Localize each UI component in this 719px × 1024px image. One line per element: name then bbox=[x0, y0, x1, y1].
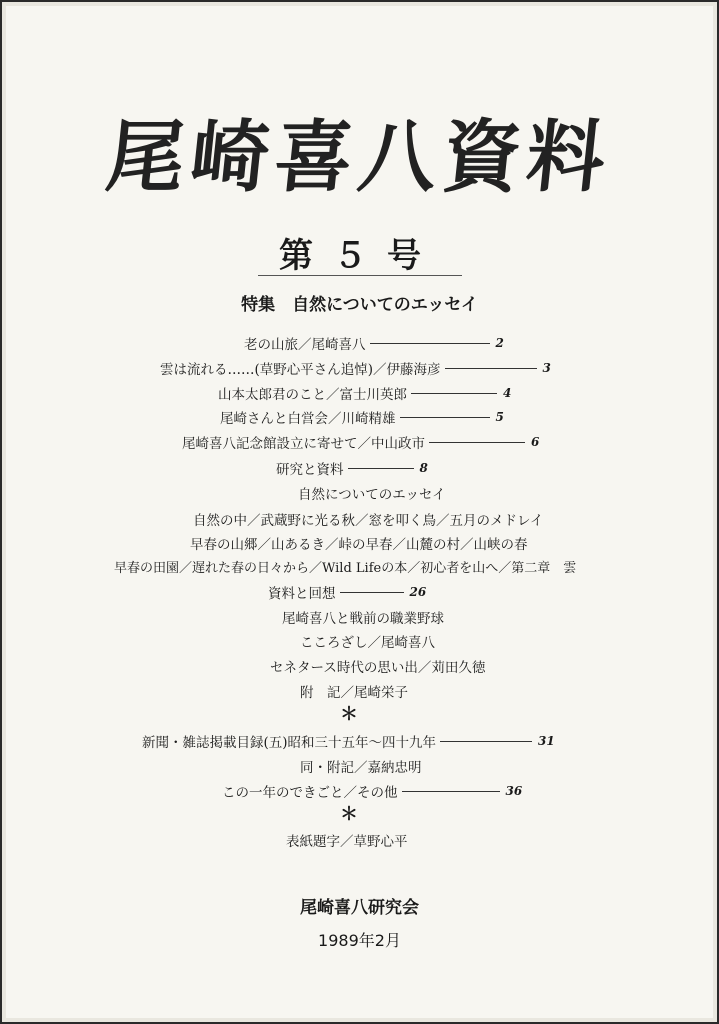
toc-entry-text: この一年のできごと／その他 bbox=[222, 785, 398, 801]
leader-line bbox=[440, 741, 532, 742]
toc-entry-text: 資料と回想 bbox=[268, 586, 336, 602]
toc-entry bbox=[244, 333, 504, 353]
toc-entry-text: 山本太郎君のこと／富士川英郎 bbox=[218, 387, 407, 403]
toc-entry-text: 老の山旅／尾崎喜八 bbox=[244, 337, 366, 353]
toc-page-number: 6 bbox=[531, 435, 540, 449]
section-separator: ＊ bbox=[340, 804, 358, 825]
toc-entry bbox=[190, 533, 528, 553]
toc-entry bbox=[160, 358, 551, 378]
toc-page-number: 2 bbox=[495, 336, 504, 350]
toc-entry bbox=[300, 681, 408, 701]
publisher-name: 尾崎喜八研究会 bbox=[300, 898, 419, 918]
toc-page-number: 5 bbox=[495, 410, 504, 424]
toc-entry bbox=[218, 383, 511, 403]
toc-entry bbox=[286, 830, 408, 850]
leader-line bbox=[400, 417, 490, 418]
leader-line bbox=[340, 592, 404, 593]
toc-page-number: 31 bbox=[538, 734, 555, 748]
toc-entry-text: 表紙題字／草野心平 bbox=[286, 834, 408, 850]
toc-entry-text: 新聞・雑誌掲載目録(五)昭和三十五年～四十九年 bbox=[142, 735, 437, 751]
toc-entry-text: 自然の中／武蔵野に光る秋／窓を叩く鳥／五月のメドレイ bbox=[193, 513, 544, 529]
toc-entry bbox=[298, 483, 446, 503]
toc-entry bbox=[193, 509, 543, 529]
toc-entry bbox=[182, 432, 539, 452]
toc-entry-text: こころざし／尾崎喜八 bbox=[300, 635, 435, 651]
section-separator: ＊ bbox=[340, 704, 358, 725]
toc-entry-text: セネタース時代の思い出／苅田久徳 bbox=[270, 660, 486, 676]
toc-entry bbox=[114, 557, 576, 576]
toc-entry bbox=[300, 631, 435, 651]
toc-entry-text: 早春の田園／遅れた春の日々から／Wild Lifeの本／初心者を山へ／第二章 雲 bbox=[114, 561, 577, 576]
toc-entry-text: 雲は流れる……(草野心平さん追悼)／伊藤海彦 bbox=[160, 362, 441, 378]
leader-line bbox=[445, 368, 537, 369]
toc-page-number: 4 bbox=[503, 386, 512, 400]
special-feature-heading: 特集 自然についてのエッセイ bbox=[241, 295, 478, 315]
toc-entry bbox=[276, 458, 428, 478]
leader-line bbox=[429, 442, 525, 443]
leader-line bbox=[411, 393, 497, 394]
publication-date: 1989年2月 bbox=[318, 931, 401, 950]
toc-entry-text: 研究と資料 bbox=[276, 462, 344, 478]
leader-line bbox=[402, 791, 500, 792]
toc-page-number: 36 bbox=[505, 784, 523, 798]
toc-entry-text: 自然についてのエッセイ bbox=[298, 487, 446, 503]
toc-entry bbox=[222, 781, 522, 801]
toc-entry bbox=[220, 407, 504, 427]
leader-line bbox=[348, 468, 414, 469]
toc-entry-text: 同・附記／嘉納忠明 bbox=[300, 760, 422, 776]
toc-entry bbox=[270, 656, 485, 676]
page-title: 尾崎喜八資料 bbox=[102, 112, 616, 203]
issue-number: 第５号 bbox=[279, 236, 441, 276]
toc-entry-text: 尾崎さんと白営会／川崎精雄 bbox=[220, 411, 396, 427]
toc-entry bbox=[142, 731, 555, 751]
toc-entry-text: 尾崎喜八と戦前の職業野球 bbox=[282, 611, 444, 627]
toc-entry-text: 早春の山郷／山あるき／峠の早春／山麓の村／山峡の春 bbox=[190, 537, 528, 553]
toc-page-number: 26 bbox=[409, 585, 427, 599]
toc-entry bbox=[300, 756, 422, 776]
toc-entry-text: 尾崎喜八記念館設立に寄せて／中山政市 bbox=[182, 436, 425, 452]
toc-page-number: 8 bbox=[419, 461, 428, 475]
leader-line bbox=[370, 343, 490, 344]
toc-entry bbox=[268, 582, 426, 602]
toc-entry-text: 附 記／尾崎栄子 bbox=[300, 685, 408, 701]
toc-page-number: 3 bbox=[542, 361, 551, 375]
toc-entry bbox=[282, 607, 444, 627]
